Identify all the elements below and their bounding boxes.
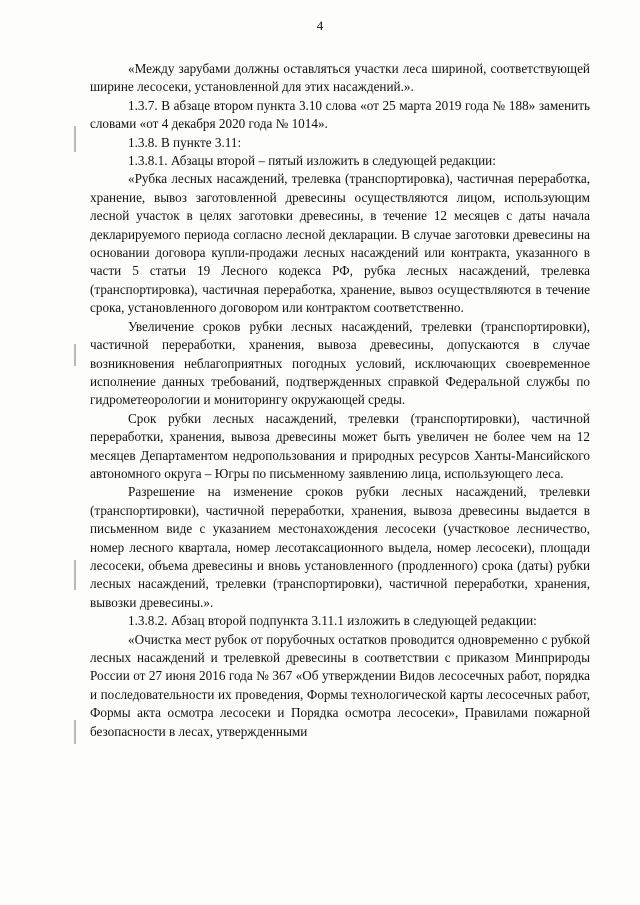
margin-mark [74, 344, 76, 366]
paragraph-1-3-7: 1.3.7. В абзаце втором пункта 3.10 слова «от 25 марта 2019 года № 188» заменить словами «от 4 декабря 2020 года № 1014». [90, 97, 590, 132]
page-number: 4 [316, 18, 324, 33]
paragraph-term-extension-department: Срок рубки лесных насаждений, трелевки (транспортировки), частичной переработки, хранения, вывоза древесины может быть увеличен не более чем на 12 месяцев Департаментом недропользования и природных ресурсов Ханты-Мансийского автономного округа – Югры по письменному заявлению лица, использующего леса. [90, 410, 590, 481]
paragraph-permission: Разрешение на изменение сроков рубки лесных насаждений, трелевки (транспортировки), частичной переработки, хранения, вывоза древесины выдается в письменном виде с указанием местонахождения лесосеки (участковое лесничество, номер лесного квартала, номер лесотаксационного выдела, номер лесосеки), площади лесосеки, объема древесины и вновь установленного (продленного) срока (даты) рубки лесных насаждений, трелевки (транспортировки), частичной переработки, хранения, вывозки древесины.». [90, 484, 590, 610]
paragraph-cleanup: «Очистка мест рубок от порубочных остатков проводится одновременно с рубкой лесных насаждений и трелевкой древесины в соответствии с приказом Минприроды России от 27 июня 2016 года № 367 «Об утверждении Видов лесосечных работ, порядка и последовательности их проведения, Формы технологической карты лесосечных работ, Формы акта осмотра лесосеки и Порядка осмотра лесосеки», Правилами пожарной безопасности в лесах, утвержденными [90, 631, 590, 739]
paragraph-1-3-8-1: 1.3.8.1. Абзацы второй – пятый изложить в следующей редакции: [128, 153, 496, 169]
paragraph-felling-terms: «Рубка лесных насаждений, трелевка (транспортировка), частичная переработка, хранение, вывоз заготовленной древесины осуществляются лицом, использующим лесной участок в целях заготовки древесины, в течение 12 месяцев с даты начала декларируемого периода согласно лесной декларации. В случае заготовки древесины на основании договора купли-продажи лесных насаждений или контракта, указанного в части 5 статьи 19 Лесного кодекса РФ, рубка лесных насаждений, трелевка (транспортировка), частичная переработка, хранение, вывоз осуществляются в течение срока, установленного договором или контрактом соответственно. [90, 171, 590, 316]
document-body [90, 60, 590, 741]
paragraph-quote-end: «Между зарубами должны оставляться участки леса шириной, соответствующей ширине лесосеки, установленной для этих насаждений.». [90, 61, 590, 95]
margin-mark [74, 560, 76, 590]
paragraph-1-3-8: 1.3.8. В пункте 3.11: [128, 134, 242, 150]
margin-mark [74, 720, 76, 744]
paragraph-1-3-8-2: 1.3.8.2. Абзац второй подпункта 3.11.1 изложить в следующей редакции: [128, 613, 537, 629]
margin-mark [74, 126, 76, 152]
paragraph-term-extension-weather: Увеличение сроков рубки лесных насаждений, трелевки (транспортировки), частичной переработки, хранения, вывоза древесины, допускаются в случае возникновения неблагоприятных погодных условий, исключающих своевременное исполнение данных требований, подтвержденных справкой Федеральной службы по гидрометеорологии и мониторингу окружающей среды. [90, 318, 590, 408]
